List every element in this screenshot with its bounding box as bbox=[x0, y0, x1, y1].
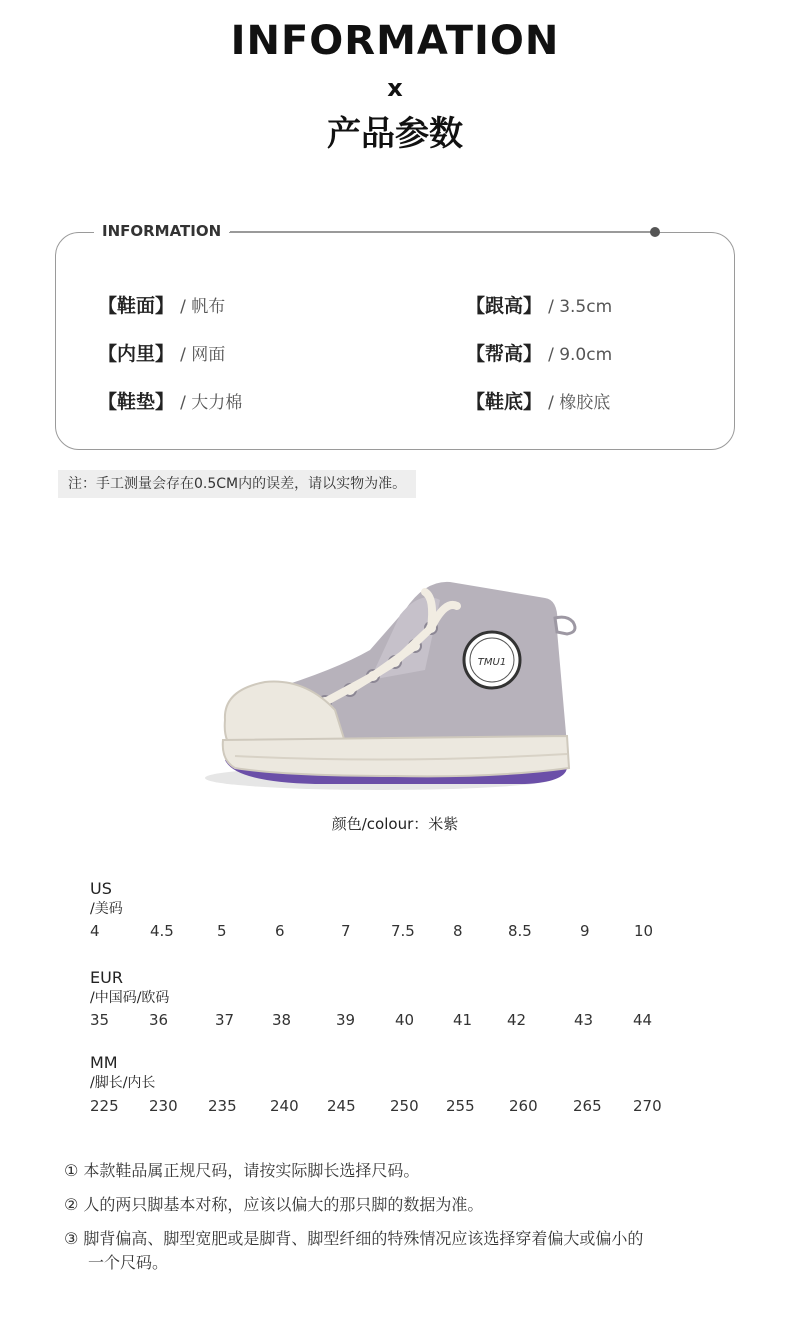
size-cell: 4 bbox=[90, 922, 100, 940]
size-us-title: US bbox=[90, 879, 112, 898]
size-cell: 250 bbox=[390, 1097, 419, 1115]
size-cell: 42 bbox=[507, 1011, 527, 1029]
spec-key: 【鞋垫】 bbox=[98, 391, 175, 413]
colour-label: 颜色/colour：米紫 bbox=[331, 815, 459, 833]
size-cell: 5 bbox=[217, 922, 227, 940]
size-cell: 230 bbox=[149, 1097, 178, 1115]
title-separator: x bbox=[387, 74, 403, 102]
spec-key: 【鞋底】 bbox=[466, 391, 543, 413]
size-cell: 255 bbox=[446, 1097, 475, 1115]
spec-shaft-height bbox=[466, 339, 612, 366]
size-cell: 43 bbox=[574, 1011, 594, 1029]
size-cell: 38 bbox=[272, 1011, 292, 1029]
tip-2: ② 人的两只脚基本对称，应该以偏大的那只脚的数据为准。 bbox=[64, 1195, 484, 1214]
spec-key: 【鞋面】 bbox=[98, 295, 175, 317]
size-cell: 240 bbox=[270, 1097, 299, 1115]
size-cell: 7 bbox=[341, 922, 351, 940]
size-cell: 40 bbox=[395, 1011, 415, 1029]
spec-lining bbox=[98, 339, 225, 366]
spec-value: / 帆布 bbox=[180, 297, 226, 317]
info-box-dot bbox=[650, 227, 660, 237]
spec-key: 【内里】 bbox=[98, 343, 175, 365]
size-cell: 8.5 bbox=[508, 922, 532, 940]
tip-3: ③ 脚背偏高、脚型宽肥或是脚背、脚型纤细的特殊情况应该选择穿着偏大或偏小的 bbox=[64, 1229, 644, 1248]
spec-value: / 3.5cm bbox=[548, 297, 613, 317]
spec-insole bbox=[98, 387, 242, 414]
size-cell: 41 bbox=[453, 1011, 473, 1029]
page-title: INFORMATION bbox=[230, 18, 560, 64]
spec-value: / 网面 bbox=[180, 345, 226, 365]
spec-value: / 9.0cm bbox=[548, 345, 613, 365]
tip-1: ① 本款鞋品属正规尺码，请按实际脚长选择尺码。 bbox=[64, 1161, 420, 1180]
size-eur-title: EUR bbox=[90, 968, 123, 987]
spec-key: 【帮高】 bbox=[466, 343, 543, 365]
size-eur-sub: /中国码/欧码 bbox=[90, 990, 170, 1006]
spec-outsole bbox=[466, 387, 610, 414]
spec-heel-height bbox=[466, 291, 612, 318]
size-cell: 8 bbox=[453, 922, 463, 940]
size-cell: 44 bbox=[633, 1011, 653, 1029]
size-cell: 270 bbox=[633, 1097, 662, 1115]
badge-text: TMU1 bbox=[477, 657, 507, 668]
size-cell: 10 bbox=[634, 922, 654, 940]
product-image bbox=[195, 570, 595, 810]
size-mm-sub: /脚长/内长 bbox=[90, 1075, 156, 1091]
size-cell: 4.5 bbox=[150, 922, 174, 940]
size-cell: 225 bbox=[90, 1097, 119, 1115]
size-mm-title: MM bbox=[90, 1053, 118, 1072]
info-box-label: INFORMATION bbox=[94, 222, 229, 240]
size-cell: 7.5 bbox=[391, 922, 415, 940]
size-cell: 35 bbox=[90, 1011, 110, 1029]
size-cell: 6 bbox=[275, 922, 285, 940]
size-cell: 235 bbox=[208, 1097, 237, 1115]
tip-3-continued: 一个尺码。 bbox=[88, 1253, 169, 1272]
size-cell: 245 bbox=[327, 1097, 356, 1115]
page-subtitle: 产品参数 bbox=[327, 114, 463, 154]
spec-key: 【跟高】 bbox=[466, 295, 543, 317]
size-us-sub: /美码 bbox=[90, 901, 123, 917]
size-cell: 265 bbox=[573, 1097, 602, 1115]
spec-value: / 大力棉 bbox=[180, 393, 243, 413]
spec-value: / 橡胶底 bbox=[548, 393, 611, 413]
size-cell: 39 bbox=[336, 1011, 356, 1029]
measurement-note: 注：手工测量会存在0.5CM内的误差，请以实物为准。 bbox=[58, 470, 416, 498]
size-cell: 36 bbox=[149, 1011, 169, 1029]
size-cell: 9 bbox=[580, 922, 590, 940]
info-box-top-line bbox=[230, 231, 654, 232]
spec-upper bbox=[98, 291, 225, 318]
size-cell: 37 bbox=[215, 1011, 235, 1029]
size-cell: 260 bbox=[509, 1097, 538, 1115]
